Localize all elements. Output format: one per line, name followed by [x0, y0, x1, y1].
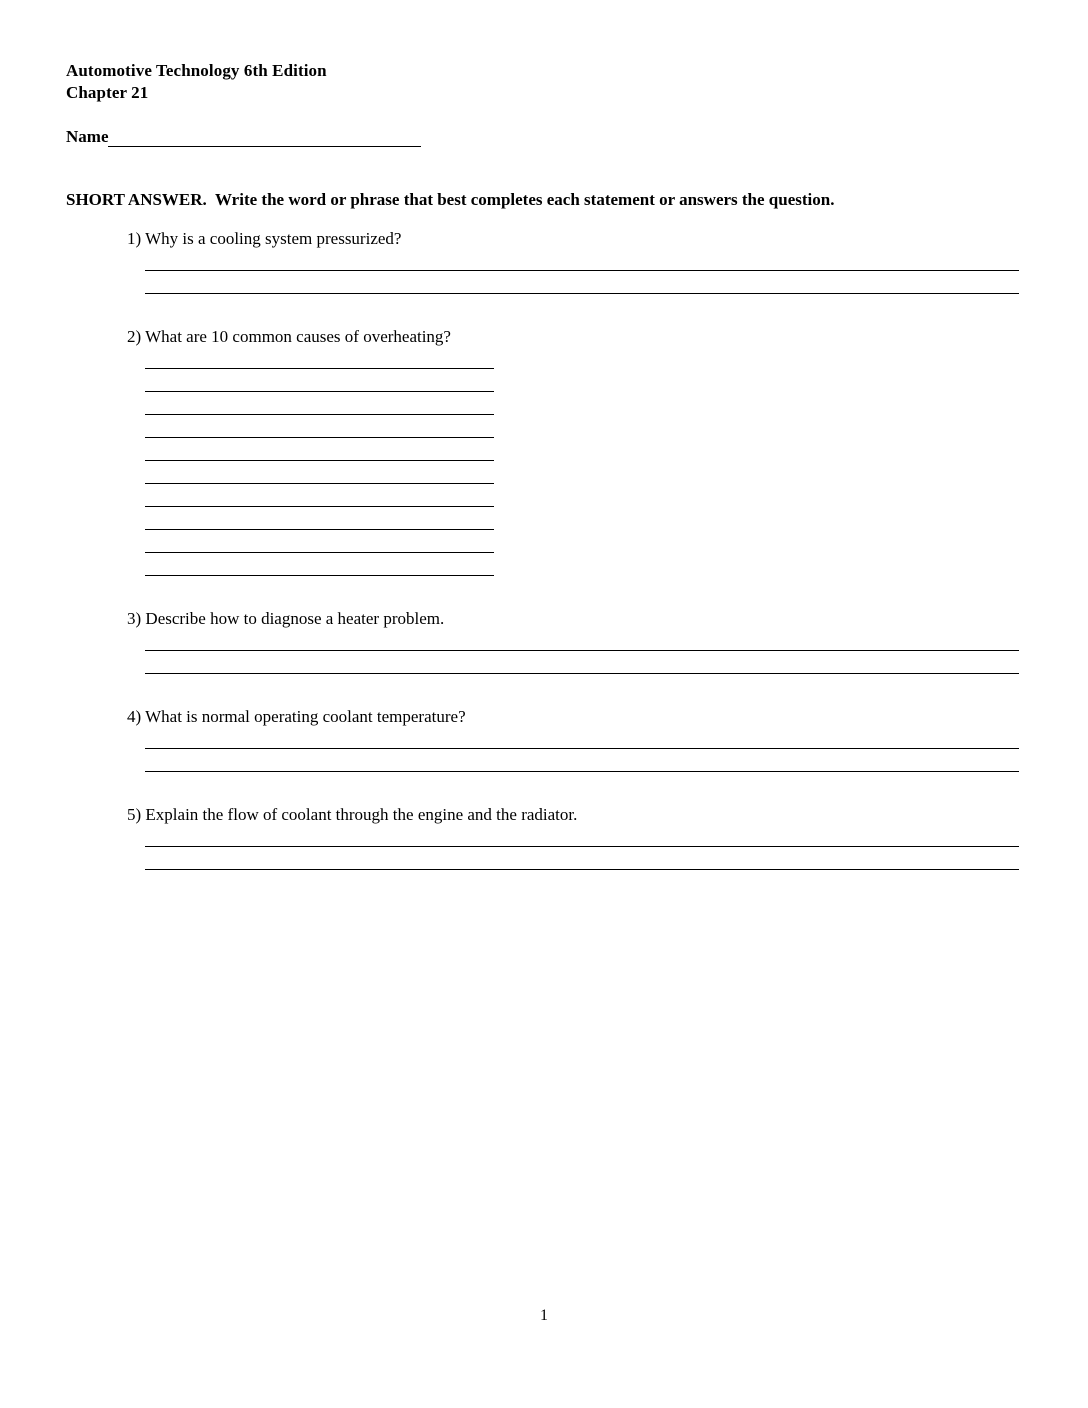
question-block: [66, 706, 1020, 772]
question-block: [66, 326, 1020, 576]
section-instructions: SHORT ANSWER. Write the word or phrase that best completes each statement or answers the question.: [66, 190, 835, 209]
answer-blank-line: [145, 728, 1019, 749]
answer-lines-group: [145, 250, 1020, 294]
name-label: Name: [66, 127, 109, 146]
question-text: 4) What is normal operating coolant temperature?: [127, 707, 466, 726]
answer-blank-line: [145, 348, 494, 369]
question-block: [66, 608, 1020, 674]
page-number: 1: [540, 1307, 548, 1324]
answer-blank-line: [145, 484, 494, 507]
name-blank-line: [108, 126, 421, 147]
name-field-row: [66, 126, 1020, 147]
answer-blank-line: [145, 392, 494, 415]
answer-blank-line: [145, 749, 1019, 772]
answer-blank-line: [145, 553, 494, 576]
answer-lines-group: [145, 728, 1020, 772]
question-text: 5) Explain the flow of coolant through the engine and the radiator.: [127, 805, 578, 824]
answer-blank-line: [145, 530, 494, 553]
question-text: 2) What are 10 common causes of overheating?: [127, 327, 451, 346]
question-text: 1) Why is a cooling system pressurized?: [127, 229, 402, 248]
answer-blank-line: [145, 415, 494, 438]
question-block: [66, 804, 1020, 870]
question-text: 3) Describe how to diagnose a heater problem.: [127, 609, 445, 628]
answer-blank-line: [145, 847, 1019, 870]
answer-blank-line: [145, 271, 1019, 294]
answer-lines-group: [145, 348, 1020, 576]
answer-blank-line: [145, 630, 1019, 651]
answer-lines-group: [145, 630, 1020, 674]
answer-blank-line: [145, 507, 494, 530]
answer-blank-line: [145, 826, 1019, 847]
answer-lines-group: [145, 826, 1020, 870]
document-chapter: Chapter 21: [66, 83, 149, 102]
questions-container: [66, 228, 1020, 870]
question-block: [66, 228, 1020, 294]
document-title: Automotive Technology 6th Edition: [66, 61, 327, 80]
answer-blank-line: [145, 651, 1019, 674]
answer-blank-line: [145, 438, 494, 461]
answer-blank-line: [145, 461, 494, 484]
answer-blank-line: [145, 369, 494, 392]
answer-blank-line: [145, 250, 1019, 271]
